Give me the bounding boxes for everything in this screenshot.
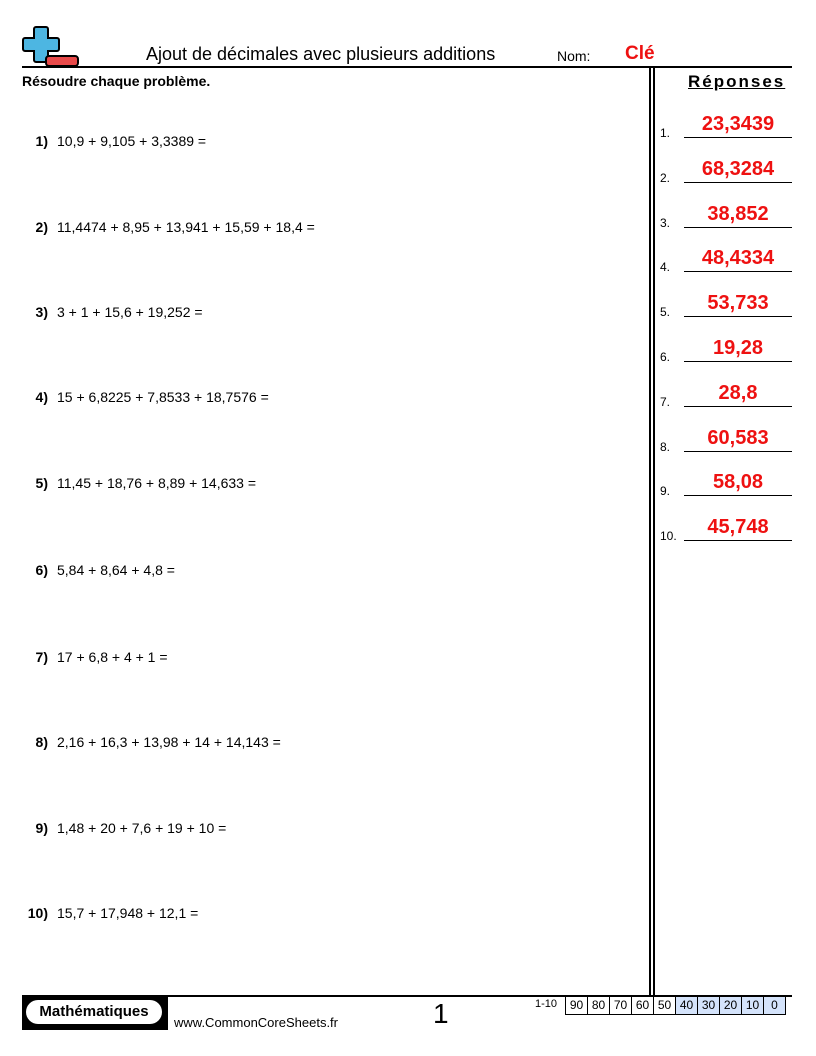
- answer-line: [684, 406, 792, 407]
- score-cell: 60: [632, 997, 654, 1015]
- score-cell: 10: [742, 997, 764, 1015]
- problem-number: 5): [35, 475, 48, 491]
- answer-number: 10.: [660, 529, 677, 543]
- answer-line: [684, 451, 792, 452]
- problem-text: 11,45 + 18,76 + 8,89 + 14,633 =: [57, 475, 257, 491]
- answer-1: [660, 108, 792, 138]
- problem-6: [22, 562, 622, 578]
- answer-line: [684, 271, 792, 272]
- score-cell: 50: [654, 997, 676, 1015]
- problem-number: 3): [35, 304, 48, 320]
- answer-value: 68,3284: [701, 158, 775, 180]
- score-cell: 0: [764, 997, 786, 1015]
- problem-text: 10,9 + 9,105 + 3,3389 =: [57, 133, 207, 149]
- answer-3: [660, 198, 792, 228]
- problem-text: 1,48 + 20 + 7,6 + 19 + 10 =: [57, 820, 227, 836]
- answers-heading: Réponses: [688, 72, 786, 91]
- answer-number: 7.: [660, 395, 671, 409]
- problem-9: [22, 820, 622, 836]
- site-url: www.CommonCoreSheets.fr: [174, 1015, 338, 1030]
- problem-text: 15 + 6,8225 + 7,8533 + 18,7576 =: [57, 389, 269, 405]
- answer-line: [684, 316, 792, 317]
- answer-number: 4.: [660, 260, 671, 274]
- problem-text: 15,7 + 17,948 + 12,1 =: [57, 905, 199, 921]
- problem-text: 3 + 1 + 15,6 + 19,252 =: [57, 304, 203, 320]
- answer-7: [660, 377, 792, 407]
- answer-number: 3.: [660, 216, 671, 230]
- score-cell: 70: [610, 997, 632, 1015]
- answer-number: 9.: [660, 484, 671, 498]
- answer-8: [660, 422, 792, 452]
- answer-9: [660, 466, 792, 496]
- problem-number: 2): [35, 219, 48, 235]
- answer-value: 60,583: [707, 427, 769, 449]
- instructions: Résoudre chaque problème.: [22, 73, 211, 89]
- problem-1: [22, 133, 622, 149]
- brand-label: Mathématiques: [26, 1000, 162, 1024]
- answer-2: [660, 153, 792, 183]
- plus-minus-logo-icon: [22, 24, 80, 68]
- problem-number: 6): [35, 562, 48, 578]
- answer-4: [660, 242, 792, 272]
- problem-text: 17 + 6,8 + 4 + 1 =: [57, 649, 168, 665]
- page-number: 1: [433, 998, 449, 1029]
- problem-number: 9): [35, 820, 48, 836]
- score-cell: 30: [698, 997, 720, 1015]
- answer-number: 1.: [660, 126, 671, 140]
- answer-line: [684, 495, 792, 496]
- answer-value: 53,733: [707, 292, 769, 314]
- answer-value: 48,4334: [701, 247, 775, 269]
- problem-number: 4): [35, 389, 48, 405]
- problem-2: [22, 219, 622, 235]
- answer-number: 2.: [660, 171, 671, 185]
- brand-badge: [22, 996, 168, 1030]
- problem-4: [22, 389, 622, 405]
- problem-text: 5,84 + 8,64 + 4,8 =: [57, 562, 175, 578]
- problem-3: [22, 304, 622, 320]
- answer-value: 28,8: [718, 382, 758, 404]
- column-divider: [653, 67, 655, 997]
- answer-number: 5.: [660, 305, 671, 319]
- problem-number: 1): [35, 133, 48, 149]
- answer-line: [684, 540, 792, 541]
- problem-number: 10): [27, 905, 48, 921]
- header-divider: [22, 66, 792, 68]
- problem-text: 11,4474 + 8,95 + 13,941 + 15,59 + 18,4 =: [57, 219, 315, 235]
- answer-number: 6.: [660, 350, 671, 364]
- answer-5: [660, 287, 792, 317]
- answer-value: 45,748: [707, 516, 769, 538]
- answer-value: 19,28: [712, 337, 764, 359]
- answer-value: 23,3439: [701, 113, 775, 135]
- answer-line: [684, 361, 792, 362]
- score-table: [565, 997, 786, 1015]
- answer-value: 38,852: [707, 203, 769, 225]
- answer-10: [660, 511, 792, 541]
- worksheet-title: Ajout de décimales avec plusieurs additions: [146, 44, 496, 64]
- problem-number: 8): [35, 734, 48, 750]
- column-divider: [649, 67, 651, 997]
- answer-line: [684, 137, 792, 138]
- answer-number: 8.: [660, 440, 671, 454]
- problem-10: [22, 905, 622, 921]
- score-cell: 90: [566, 997, 588, 1015]
- answer-value: 58,08: [712, 471, 764, 493]
- score-cell: 20: [720, 997, 742, 1015]
- problem-number: 7): [35, 649, 48, 665]
- score-range-label: 1-10: [535, 998, 558, 1010]
- name-label: Nom:: [557, 48, 591, 64]
- problem-7: [22, 649, 622, 665]
- problem-5: [22, 475, 622, 491]
- problem-text: 2,16 + 16,3 + 13,98 + 14 + 14,143 =: [57, 734, 281, 750]
- score-cell: 40: [676, 997, 698, 1015]
- problem-8: [22, 734, 622, 750]
- score-cell: 80: [588, 997, 610, 1015]
- answer-line: [684, 227, 792, 228]
- answer-6: [660, 332, 792, 362]
- answer-line: [684, 182, 792, 183]
- name-value: Clé: [625, 43, 655, 64]
